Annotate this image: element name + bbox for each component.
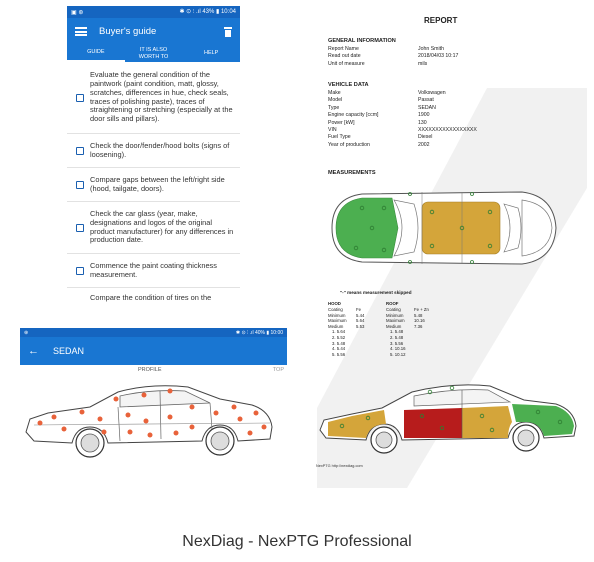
stat-value: 5.53 bbox=[356, 323, 365, 329]
table-row bbox=[328, 142, 518, 149]
vehicle-data-table bbox=[328, 90, 518, 149]
measurement-point bbox=[214, 411, 219, 416]
menu-icon[interactable] bbox=[75, 27, 87, 36]
rear-rim bbox=[211, 432, 229, 450]
skipped-note: "-" means measurement skipped bbox=[340, 290, 412, 295]
measurement-point bbox=[174, 431, 179, 436]
list-item: 1. 5.64 bbox=[332, 329, 346, 335]
measurement-point bbox=[190, 405, 195, 410]
list-item: 3. 5.48 bbox=[332, 340, 346, 346]
list-item: 3. 5.56 bbox=[390, 340, 404, 346]
field-label: Fuel Type bbox=[328, 134, 351, 141]
list-item: 4. 10.16 bbox=[390, 346, 406, 352]
hood-measurements bbox=[328, 301, 388, 357]
checklist-item[interactable] bbox=[67, 288, 240, 308]
field-label: Report Name bbox=[328, 46, 359, 52]
car-side-view-diagram bbox=[312, 376, 582, 462]
coating-label: Coating bbox=[386, 307, 401, 312]
report-document bbox=[312, 8, 582, 478]
status-right: ✱ ⊙ ⫶ .ıl 43% ▮ 10:04 bbox=[179, 9, 236, 15]
field-value: Volkswagen bbox=[418, 90, 446, 96]
vehicle-data-heading: VEHICLE DATA bbox=[328, 82, 369, 88]
checkbox[interactable] bbox=[76, 224, 84, 232]
stat-value: 5.64 bbox=[356, 318, 365, 324]
table-row bbox=[328, 134, 518, 141]
checklist-item-text: Compare gaps between the left/right side (hood, tailgate, doors). bbox=[90, 174, 225, 193]
list-item: 4. 5.44 bbox=[332, 346, 346, 352]
measurement-point bbox=[168, 389, 173, 394]
app-bar bbox=[67, 18, 240, 45]
measurement-point bbox=[248, 431, 253, 436]
field-value: 1900 bbox=[418, 112, 430, 119]
report-title: REPORT bbox=[424, 16, 458, 25]
field-value: SEDAN bbox=[418, 104, 436, 111]
list-item: 1. 5.48 bbox=[390, 329, 404, 335]
tab-help[interactable]: HELP bbox=[203, 50, 219, 57]
trash-icon[interactable] bbox=[224, 27, 232, 37]
measurement-point bbox=[148, 433, 153, 438]
stat-value: 5.44 bbox=[356, 312, 365, 318]
measurement-point bbox=[144, 419, 149, 424]
coating-value: Fe bbox=[356, 307, 362, 312]
field-label: Unit of measure bbox=[328, 60, 365, 67]
status-bar bbox=[67, 6, 240, 18]
measurement-point bbox=[128, 430, 133, 435]
field-value: Diesel bbox=[418, 134, 433, 141]
field-value: XXXXXXXXXXXXXXXXX bbox=[418, 126, 477, 133]
checklist-item-text: Check the door/fender/hood bolts (signs of loosening). bbox=[90, 140, 230, 159]
stat-label: Minimum bbox=[328, 312, 346, 318]
table-row bbox=[328, 127, 518, 134]
stat-label: Medium bbox=[328, 323, 344, 329]
checkbox[interactable] bbox=[76, 94, 84, 102]
status-left: ⊛ bbox=[24, 329, 29, 336]
stat-value: 5.48 bbox=[414, 312, 423, 318]
status-left: ▣ ⊛ bbox=[71, 9, 84, 16]
stat-value: 7.36 bbox=[414, 323, 423, 329]
measurement-point bbox=[190, 425, 195, 430]
hood-heading: HOOD bbox=[328, 301, 341, 306]
back-arrow-icon[interactable]: ← bbox=[28, 345, 39, 357]
car-profile-diagram[interactable] bbox=[20, 377, 287, 476]
stat-label: Medium bbox=[386, 323, 402, 329]
measurement-point bbox=[232, 405, 237, 410]
measurement-point bbox=[142, 393, 147, 398]
profile-view-label[interactable]: PROFILE bbox=[138, 367, 162, 373]
list-item: 5. 5.56 bbox=[332, 351, 346, 357]
sedan-profile-screen bbox=[20, 328, 287, 476]
checklist-item[interactable] bbox=[67, 202, 240, 254]
coating-label: Coating bbox=[328, 307, 343, 312]
field-label: Engine capacity [ccm] bbox=[328, 112, 379, 119]
checkbox[interactable] bbox=[76, 181, 84, 189]
table-row bbox=[328, 90, 518, 97]
page-title: Buyer's guide bbox=[99, 26, 157, 37]
table-row bbox=[328, 46, 518, 53]
view-switch bbox=[20, 365, 287, 377]
field-label: Read out date bbox=[328, 53, 361, 60]
status-right: ✱ ⊙ ⫶ .ıl 40% ▮ 10:00 bbox=[235, 329, 283, 336]
status-bar bbox=[20, 328, 287, 337]
roof-heading: ROOF bbox=[386, 301, 399, 306]
measurement-point bbox=[62, 427, 67, 432]
table-row bbox=[328, 105, 518, 112]
tab-bar bbox=[67, 45, 240, 62]
top-view-label[interactable]: TOP bbox=[272, 367, 284, 373]
stat-label: Maximum bbox=[386, 318, 405, 324]
table-row bbox=[328, 97, 518, 104]
checklist-item-text: Compare the condition of tires on the bbox=[90, 292, 212, 302]
field-label: Year of production bbox=[328, 141, 370, 148]
list-item: 5. 10.12 bbox=[390, 351, 406, 357]
car-top-view-diagram bbox=[322, 178, 562, 278]
front-rim bbox=[81, 434, 99, 452]
field-value: Passat bbox=[418, 97, 434, 104]
measurement-point bbox=[52, 415, 57, 420]
checkbox[interactable] bbox=[76, 267, 84, 275]
measurement-point bbox=[38, 421, 43, 426]
checklist bbox=[67, 62, 240, 308]
checklist-item[interactable] bbox=[67, 62, 240, 134]
table-row bbox=[328, 120, 518, 127]
measurement-point bbox=[168, 415, 173, 420]
field-value: mils bbox=[418, 60, 428, 67]
checklist-item[interactable] bbox=[67, 134, 240, 168]
measurements-heading: MEASUREMENTS bbox=[328, 170, 376, 176]
field-label: Model bbox=[328, 97, 343, 104]
measurement-point bbox=[238, 417, 243, 422]
list-item: 2. 5.48 bbox=[390, 334, 404, 340]
table-row bbox=[328, 61, 518, 68]
hood-zone bbox=[336, 198, 398, 258]
front-door-zone bbox=[404, 408, 462, 438]
field-value: 2002 bbox=[418, 141, 430, 148]
measurement-point bbox=[254, 411, 259, 416]
measurement-point bbox=[114, 397, 119, 402]
stat-label: Maximum bbox=[328, 318, 347, 324]
report-footer: NexPTG http://nexdiag.com bbox=[316, 464, 363, 468]
tab-worth-to[interactable]: IT IS ALSO WORTH TO bbox=[138, 47, 169, 60]
stat-label: Minimum bbox=[386, 312, 404, 318]
front-rim bbox=[376, 432, 392, 448]
rear-door-zone bbox=[462, 406, 512, 438]
checklist-item[interactable] bbox=[67, 168, 240, 202]
page-title: SEDAN bbox=[53, 346, 85, 356]
field-label: Type bbox=[328, 104, 340, 111]
measurement-point bbox=[80, 410, 85, 415]
table-row bbox=[328, 53, 518, 60]
checkbox[interactable] bbox=[76, 147, 84, 155]
table-row bbox=[328, 112, 518, 119]
general-info-heading: GENERAL INFORMATION bbox=[328, 38, 396, 44]
image-caption: NexDiag - NexPTG Professional bbox=[182, 533, 412, 550]
measurement-point bbox=[126, 413, 131, 418]
buyers-guide-screen bbox=[67, 6, 240, 312]
roof-measurements bbox=[386, 301, 456, 357]
field-label: Make bbox=[328, 90, 341, 96]
tab-guide[interactable]: GUIDE bbox=[67, 45, 125, 62]
checklist-item-text: Check the car glass (year, make, designations and logos of the original product manufacturer) for any differences in production date. bbox=[90, 208, 234, 245]
measurement-point bbox=[98, 417, 103, 422]
field-value: John Smith bbox=[418, 46, 444, 52]
field-label: Power [kW] bbox=[328, 119, 355, 126]
field-value: 2018/04/03 10:17 bbox=[418, 53, 459, 60]
checklist-item[interactable] bbox=[67, 254, 240, 288]
field-value: 130 bbox=[418, 119, 427, 126]
checklist-item-text: Commence the paint coating thickness measurement. bbox=[90, 260, 217, 279]
field-label: VIN bbox=[328, 126, 337, 133]
rear-rim bbox=[518, 430, 534, 446]
checklist-item-text: Evaluate the general condition of the paintwork (paint condition, matt, glossy, scratches, differences in hue, check seals, traces of polishing paste), traces of straightening or stretching (especially at the door sills and pillars). bbox=[90, 69, 233, 124]
stat-value: 10.16 bbox=[414, 318, 425, 324]
general-info-table bbox=[328, 46, 518, 68]
coating-value: Fe + Zn bbox=[414, 307, 429, 312]
measurement-point bbox=[262, 425, 267, 430]
measurement-point bbox=[102, 430, 107, 435]
list-item: 2. 5.52 bbox=[332, 334, 346, 340]
app-bar bbox=[20, 337, 287, 365]
